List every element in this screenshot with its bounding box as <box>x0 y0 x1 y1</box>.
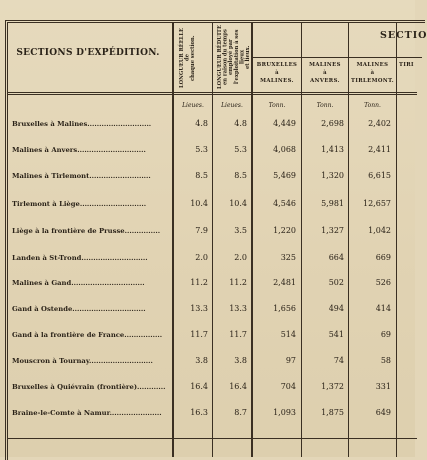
reduced-length-cell: 8.5 <box>234 171 247 180</box>
length-cell: 5.3 <box>195 145 208 154</box>
tonnage-cell: 58 <box>380 356 391 365</box>
unit-label: Lieues. <box>221 102 243 109</box>
tonnage-cell: 1,413 <box>321 145 344 154</box>
reduced-length-cell: 3.5 <box>234 226 247 235</box>
tonnage-cell: 4,449 <box>273 119 296 128</box>
length-cell: 13.3 <box>190 304 208 313</box>
reduced-length-cell: 2.0 <box>234 253 247 262</box>
tonnage-cell: 2,481 <box>273 278 296 287</box>
table-row <box>0 120 415 134</box>
sections-header: SECTIONS D'EXPÉDITION. <box>16 48 160 58</box>
group-header: SECTIO <box>380 30 427 41</box>
tonnage-cell: 1,093 <box>273 408 296 417</box>
length-cell: 16.4 <box>190 382 208 391</box>
route-header: TIRI <box>399 62 414 68</box>
reduced-length-header: LONGUEUR RÉDUITE en raison du temps employé par l'exploitation à ses lieux et lieux. <box>217 25 251 89</box>
tonnage-cell: 649 <box>375 408 391 417</box>
length-cell: 10.4 <box>190 199 208 208</box>
tonnage-cell: 2,402 <box>368 119 391 128</box>
tonnage-cell: 74 <box>333 356 344 365</box>
length-cell: 4.8 <box>195 119 208 128</box>
tonnage-cell: 5,981 <box>321 199 344 208</box>
unit-label: Tonn. <box>268 102 286 109</box>
header-bottom-rule <box>7 92 417 95</box>
reduced-length-cell: 16.4 <box>229 382 247 391</box>
length-cell: 16.3 <box>190 408 208 417</box>
section-name: Tirlemont à Liège............................ <box>12 200 147 208</box>
reduced-length-cell: 11.7 <box>229 330 247 339</box>
tonnage-cell: 414 <box>375 304 391 313</box>
unit-label: Lieues. <box>182 102 204 109</box>
reduced-length-cell: 4.8 <box>234 119 247 128</box>
length-cell: 3.8 <box>195 356 208 365</box>
table-row <box>0 172 415 186</box>
table-row <box>0 357 415 371</box>
section-name: Bruxelles à Quiévrain (frontière)............ <box>12 383 166 391</box>
table-row <box>0 279 415 293</box>
section-name: Gand à la frontière de France................ <box>12 331 163 339</box>
tonnage-cell: 1,875 <box>321 408 344 417</box>
section-name: Braine-le-Comte à Namur...................... <box>12 409 162 417</box>
table-row <box>0 227 415 241</box>
tonnage-cell: 331 <box>375 382 391 391</box>
tonnage-cell: 494 <box>328 304 344 313</box>
tonnage-cell: 4,546 <box>273 199 296 208</box>
tonnage-cell: 526 <box>375 278 391 287</box>
tonnage-cell: 1,320 <box>321 171 344 180</box>
reduced-length-cell: 8.7 <box>234 408 247 417</box>
length-cell: 7.9 <box>195 226 208 235</box>
tonnage-cell: 69 <box>380 330 391 339</box>
reduced-length-cell: 10.4 <box>229 199 247 208</box>
table-row <box>0 146 415 160</box>
route-header: BRUXELLES à MALINES. <box>256 62 298 84</box>
tonnage-cell: 664 <box>328 253 344 262</box>
tonnage-cell: 325 <box>280 253 296 262</box>
reduced-length-cell: 5.3 <box>234 145 247 154</box>
route-header: MALINES à ANVERS. <box>309 62 341 84</box>
tonnage-cell: 12,657 <box>363 199 391 208</box>
tonnage-cell: 1,656 <box>273 304 296 313</box>
section-name: Malines à Anvers............................. <box>12 146 146 154</box>
section-name: Malines à Tirlemont.......................... <box>12 172 151 180</box>
tonnage-cell: 669 <box>375 253 391 262</box>
tonnage-cell: 514 <box>280 330 296 339</box>
tonnage-cell: 2,698 <box>321 119 344 128</box>
tonnage-cell: 704 <box>280 382 296 391</box>
length-cell: 11.2 <box>190 278 208 287</box>
section-name: Bruxelles à Malines........................... <box>12 120 152 128</box>
table-row <box>0 383 415 397</box>
footer-rule <box>7 438 417 439</box>
section-name: Liège à la frontière de Prusse............... <box>12 227 161 235</box>
length-header: LONGUEUR RÉELLE de chaque section. <box>179 28 197 88</box>
section-name: Malines à Gand............................... <box>12 279 145 287</box>
group-header-rule <box>252 57 422 58</box>
tonnage-cell: 2,411 <box>368 145 391 154</box>
tonnage-cell: 1,220 <box>273 226 296 235</box>
section-name: Gand à Ostende............................... <box>12 305 146 313</box>
reduced-length-cell: 3.8 <box>234 356 247 365</box>
route-header: MALINES à TIRLEMONT. <box>350 62 394 84</box>
reduced-length-cell: 13.3 <box>229 304 247 313</box>
unit-label: Tonn. <box>316 102 334 109</box>
tonnage-cell: 1,372 <box>321 382 344 391</box>
tonnage-cell: 502 <box>328 278 344 287</box>
length-cell: 11.7 <box>190 330 208 339</box>
table-row <box>0 409 415 423</box>
tonnage-cell: 97 <box>285 356 296 365</box>
tonnage-cell: 5,469 <box>273 171 296 180</box>
section-name: Mouscron à Tournay........................... <box>12 357 153 365</box>
tonnage-cell: 1,327 <box>321 226 344 235</box>
table-row <box>0 254 415 268</box>
length-cell: 2.0 <box>195 253 208 262</box>
table-row <box>0 331 415 345</box>
tonnage-cell: 6,615 <box>368 171 391 180</box>
tonnage-cell: 4,068 <box>273 145 296 154</box>
reduced-length-cell: 11.2 <box>229 278 247 287</box>
tonnage-cell: 1,042 <box>368 226 391 235</box>
table-row <box>0 305 415 319</box>
length-cell: 8.5 <box>195 171 208 180</box>
unit-label: Tonn. <box>364 102 381 109</box>
table-row <box>0 200 415 214</box>
tonnage-cell: 541 <box>328 330 344 339</box>
section-name: Landen à St-Trond............................ <box>12 254 148 262</box>
